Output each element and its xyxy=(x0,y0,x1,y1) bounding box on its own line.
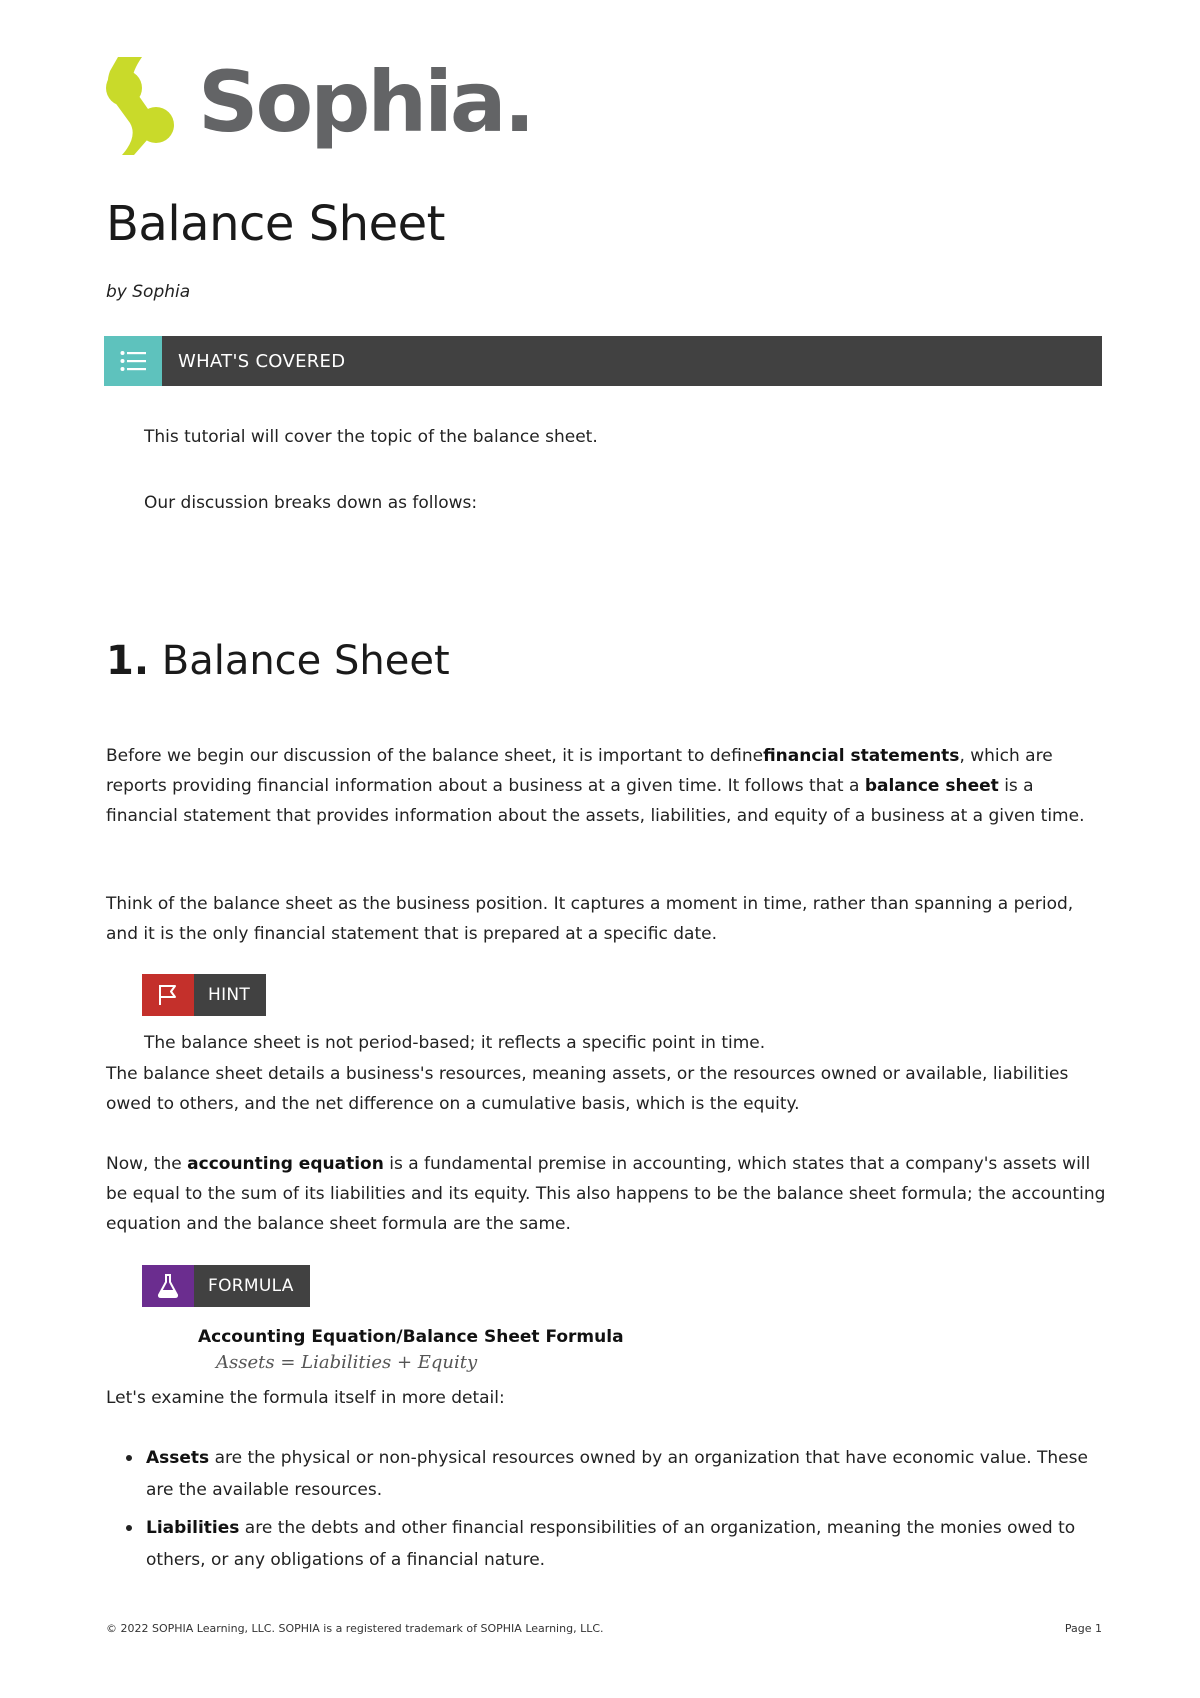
section-number: 1. xyxy=(106,638,150,684)
hint-text: The balance sheet is not period-based; it reflects a specific point in time. xyxy=(144,1033,766,1053)
paragraph-definitions: Before we begin our discussion of the balance sheet, it is important to definefinancial statements, which are reports providing financial information about a business at a given time. It follows that a balance sheet is a financial statement that provides information about the assets, liabilities, and equity of a business at a given time. xyxy=(106,746,1085,826)
formula-label: FORMULA xyxy=(208,1276,294,1296)
list-icon xyxy=(104,336,162,386)
sophia-logo-text: Sophia. xyxy=(198,53,533,151)
flask-icon xyxy=(142,1265,194,1307)
hint-label: HINT xyxy=(208,985,251,1005)
list-item-assets: Assets are the physical or non-physical resources owned by an organization that have economic value. These are the available resources. xyxy=(106,1442,1106,1506)
hint-callout xyxy=(142,974,266,1016)
paragraph-position: Think of the balance sheet as the business position. It captures a moment in time, rather than spanning a period, and it is the only financial statement that is prepared at a specific date. xyxy=(106,894,1074,944)
formula-equation: Assets = Liabilities + Equity xyxy=(216,1352,478,1373)
term-accounting-equation: accounting equation xyxy=(187,1154,384,1174)
flag-icon xyxy=(142,974,194,1016)
whats-covered-header xyxy=(104,336,1102,386)
section-heading xyxy=(106,638,450,684)
paragraph-resources: The balance sheet details a business's resources, meaning assets, or the resources owned or available, liabilities owed to others, and the net difference on a cumulative basis, which is the equity. xyxy=(106,1064,1069,1114)
list-item-liabilities: Liabilities are the debts and other financial responsibilities of an organization, meaning the monies owed to others, or any obligations of a financial nature. xyxy=(106,1512,1106,1576)
definition-list xyxy=(106,1442,1106,1582)
formula-callout xyxy=(142,1265,310,1307)
paragraph-examine: Let's examine the formula itself in more detail: xyxy=(106,1388,505,1408)
whats-covered-breakdown: Our discussion breaks down as follows: xyxy=(144,493,478,513)
sophia-logo xyxy=(104,55,533,157)
section-title: Balance Sheet xyxy=(161,638,450,684)
sophia-logo-icon xyxy=(104,55,176,157)
term-financial-statements: financial statements xyxy=(763,746,960,766)
byline: by Sophia xyxy=(106,282,191,302)
footer-copyright: © 2022 SOPHIA Learning, LLC. SOPHIA is a registered trademark of SOPHIA Learning, LLC. xyxy=(106,1622,604,1635)
formula-title: Accounting Equation/Balance Sheet Formula xyxy=(198,1327,624,1347)
whats-covered-label: WHAT'S COVERED xyxy=(178,350,346,372)
term-balance-sheet: balance sheet xyxy=(864,776,999,796)
page-title: Balance Sheet xyxy=(106,196,445,252)
paragraph-accounting-equation: Now, the accounting equation is a fundamental premise in accounting, which states that a company's assets will be equal to the sum of its liabilities and its equity. This also happens to be the balance sheet formula; the accounting equation and the balance sheet formula are the same. xyxy=(106,1154,1106,1234)
footer-page-number: Page 1 xyxy=(1064,1622,1102,1635)
whats-covered-intro: This tutorial will cover the topic of the balance sheet. xyxy=(144,427,598,447)
